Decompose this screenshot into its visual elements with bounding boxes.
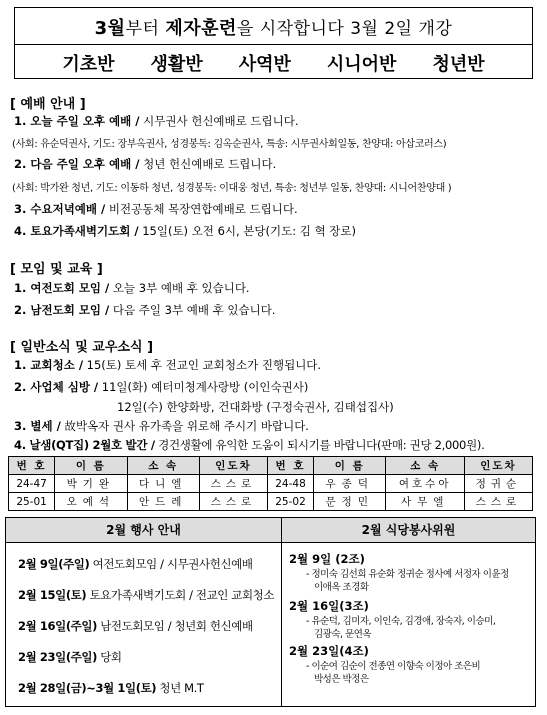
- table-cell: 25-01: [9, 493, 55, 511]
- service-names: - 유순덕, 김미자, 이인숙, 김경애, 장숙자, 이승미, 김광숙, 문연옥: [306, 616, 496, 640]
- table-cell: 다니엘: [127, 475, 199, 493]
- table-cell: 정귀순: [464, 475, 532, 493]
- event-item: 2월 9일(주일) 여전도회모임 / 시무권사헌신예배: [18, 557, 253, 571]
- col-group: 소 속: [386, 457, 464, 475]
- service-names: - 정미숙 김선희 유순화 정귀순 정사예 서정자 이윤정 이애옥 조경화: [306, 569, 509, 593]
- member-directory-table: [8, 456, 533, 511]
- col-number: 번 호: [9, 457, 55, 475]
- service-date: 2월 23일(4조): [289, 644, 369, 658]
- service-date: 2월 9일 (2조): [289, 552, 365, 566]
- table-cell: 문정민: [314, 493, 386, 511]
- event-item: 2월 23일(주일) 당회: [18, 650, 122, 664]
- worship-item: 1. 오늘 주일 오후 예배 / 시무권사 헌신예배로 드립니다.: [14, 114, 299, 128]
- class-senior: 시니어반: [326, 54, 397, 75]
- event-item: 2월 28일(금)~3월 1일(토) 청년 M.T: [18, 681, 204, 695]
- table-cell: 오예석: [55, 493, 127, 511]
- table-cell: 사무엘: [386, 493, 464, 511]
- table-cell: 박기완: [55, 475, 127, 493]
- news-item: 2. 사업체 심방 / 11일(화) 예터미쳥계사랑방 (이인숙권사): [14, 380, 309, 394]
- table-cell: 스스로: [199, 475, 267, 493]
- col-name: 이 름: [55, 457, 127, 475]
- worship-detail: (사회: 박가완 청년, 기도: 이동하 청년, 성경봉독: 이대웅 청년, 특송: 청년부 일동, 찬양대: 시니어찬양대 ): [12, 183, 452, 194]
- news-item-continued: 12일(수) 한양화방, 건대화방 (구정숙권사, 김태섭집사): [117, 400, 394, 414]
- class-list: [15, 50, 532, 76]
- table-row: [9, 475, 533, 493]
- bottom-info-panel: [5, 517, 536, 707]
- class-youth: 청년반: [432, 54, 485, 75]
- news-item: 3. 별세 / 故박옥자 권사 유가족을 위로해 주시기 바랍니다.: [14, 419, 309, 433]
- table-cell: 24-48: [267, 475, 313, 493]
- worship-item: 3. 수요저녁예배 / 비전공동체 목장연합예배로 드립니다.: [14, 202, 298, 216]
- service-names: - 이순여 김순이 전종연 이향숙 이정아 조은비 박성은 박정은: [306, 661, 481, 685]
- service-date: 2월 16일(3조): [289, 599, 369, 613]
- worship-item: 4. 토요가족새벽기도회 / 15일(토) 오전 6시, 본당(기도: 김 혁 장로): [14, 224, 356, 238]
- meeting-item: 2. 남전도회 모임 / 다음 주일 3부 예배 후 있습니다.: [14, 303, 276, 317]
- class-basic: 기초반: [62, 54, 115, 75]
- table-header-row: [9, 457, 533, 475]
- col-guide: 인도차: [464, 457, 532, 475]
- table-row: [9, 493, 533, 511]
- worship-heading: [ 예배 안내 ]: [10, 97, 86, 112]
- table-cell: 우종덕: [314, 475, 386, 493]
- worship-item: 2. 다음 주일 오후 예배 / 청년 헌신예배로 드립니다.: [14, 157, 277, 171]
- meeting-item: 1. 여전도회 모임 / 오늘 3부 예배 후 있습니다.: [14, 281, 250, 295]
- panel-divider: [281, 518, 282, 706]
- news-item: 1. 교회청소 / 15(토) 토세 후 전교인 교회청소가 진행됩니다.: [14, 358, 322, 372]
- table-cell: 24-47: [9, 475, 55, 493]
- event-item: 2월 16일(주일) 남전도회모임 / 청년회 헌신예배: [18, 619, 253, 633]
- col-group: 소 속: [127, 457, 199, 475]
- class-ministry: 사역반: [238, 54, 291, 75]
- class-life: 생활반: [150, 54, 203, 75]
- news-heading: [ 일반소식 및 교우소식 ]: [10, 340, 154, 355]
- news-item: 4. 날샘(QT집) 2월호 발간 / 경건생활에 유익한 도움이 되시기를 바랍니다(판매: 권당 2,000원).: [14, 438, 485, 452]
- table-cell: 25-02: [267, 493, 313, 511]
- meetings-heading: [ 모임 및 교육 ]: [10, 262, 103, 277]
- service-heading: 2월 식당봉사위원: [282, 518, 535, 543]
- table-cell: 스스로: [199, 493, 267, 511]
- announcement-banner: [14, 7, 533, 79]
- worship-detail: (사회: 유순덕권사, 기도: 장부옥권사, 성경봉독: 김옥순권사, 특송: 시무권사회일동, 찬양대: 아삽코러스): [12, 139, 447, 150]
- events-heading: 2월 행사 안내: [6, 518, 281, 543]
- col-guide: 인도차: [199, 457, 267, 475]
- table-cell: 스스로: [464, 493, 532, 511]
- table-cell: 여호수아: [386, 475, 464, 493]
- event-item: 2월 15일(토) 토요가족새벽기도회 / 전교인 교회청소: [18, 588, 275, 602]
- col-number: 번 호: [267, 457, 313, 475]
- col-name: 이 름: [314, 457, 386, 475]
- banner-headline: 3월부터 제자훈련을 시작합니다 3월 2일 개강: [94, 18, 453, 39]
- table-cell: 안드레: [127, 493, 199, 511]
- banner-divider: [15, 44, 532, 45]
